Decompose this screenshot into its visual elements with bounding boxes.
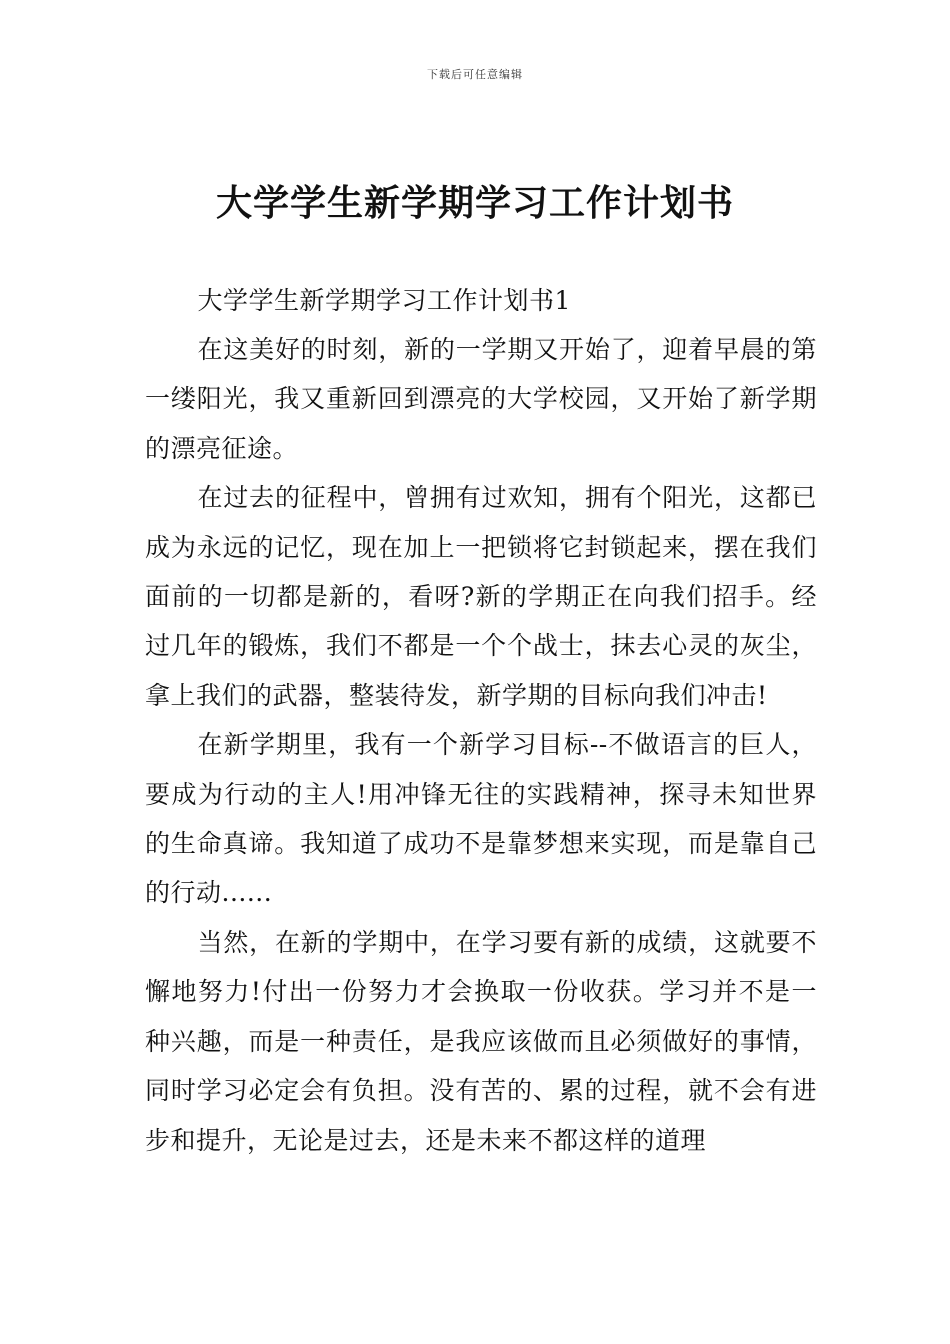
document-body: [145, 276, 817, 1165]
paragraph: 在新学期里，我有一个新学习目标--不做语言的巨人，要成为行动的主人!用冲锋无往的实践精神，探寻未知世界的生命真谛。我知道了成功不是靠梦想来实现，而是靠自己的行动......: [145, 730, 817, 908]
paragraph: 当然，在新的学期中，在学习要有新的成绩，这就要不懈地努力!付出一份努力才会换取一份收获。学习并不是一种兴趣，而是一种责任，是我应该做而且必须做好的事情，同时学习必定会有负担。没有苦的、累的过程，就不会有进步和提升，无论是过去，还是未来不都这样的道理: [145, 927, 817, 1155]
paragraph: 在这美好的时刻，新的一学期又开始了，迎着早晨的第一缕阳光，我又重新回到漂亮的大学校园，又开始了新学期的漂亮征途。: [145, 335, 817, 463]
document-title: 大学学生新学期学习工作计划书: [215, 183, 734, 224]
paragraph: 在过去的征程中，曾拥有过欢知，拥有个阳光，这都已成为永远的记忆，现在加上一把锁将它封锁起来，摆在我们面前的一切都是新的，看呀?新的学期正在向我们招手。经过几年的锻炼，我们不都是一个个战士，抹去心灵的灰尘，拿上我们的武器，整装待发，新学期的目标向我们冲击!: [145, 483, 817, 710]
section-subtitle: 大学学生新学期学习工作计划书1: [197, 286, 571, 315]
header-note: 下载后可任意编辑: [427, 68, 523, 81]
